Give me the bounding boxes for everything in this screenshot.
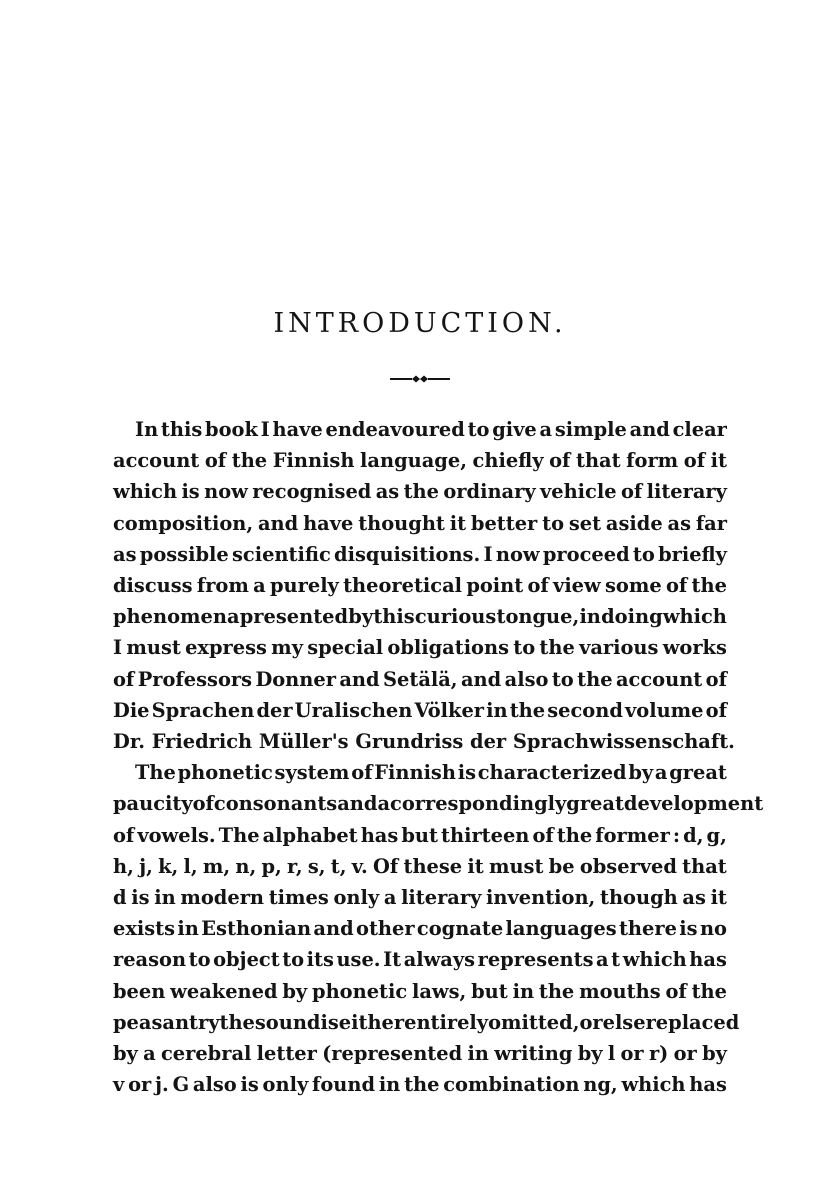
ornament-divider-icon (388, 371, 452, 387)
text-line: Dr. Friedrich Müller's Grundriss der Sprachwissenschaft. (113, 730, 735, 754)
ornament-divider (0, 371, 840, 387)
text-line: reason to object to its use. It always represents a t which has (113, 948, 727, 972)
text-line: h, j, k, l, m, n, p, r, s, t, v. Of these it must be observed that (113, 854, 727, 878)
text-line: of vowels. The alphabet has but thirteen of the former : d, g, (113, 823, 727, 847)
paragraph-2 (113, 757, 764, 1100)
text-line: In this book I have endeavoured to give a simple and clear (135, 418, 727, 441)
text-line: of Professors Donner and Setälä, and also to the account of (113, 667, 727, 691)
text-line: Die Sprachen der Uralischen Völker in the second volume of (113, 698, 727, 722)
text-line: I must express my special obligations to the various works (113, 636, 727, 660)
text-line: v or j. G also is only found in the combination ng, which has (113, 1073, 727, 1097)
page-title: INTRODUCTION. (273, 308, 567, 339)
text-line: discuss from a purely theoretical point of view some of the (113, 574, 727, 598)
text-line: been weakened by phonetic laws, but in the mouths of the (113, 979, 727, 1003)
paragraph-1 (113, 414, 735, 757)
text-line: by a cerebral letter (represented in writing by l or r) or by (113, 1042, 727, 1066)
text-line: The phonetic system of Finnish is characterized by a great (135, 761, 727, 785)
text-line: d is in modern times only a literary invention, though as it (113, 886, 727, 910)
body-text (113, 414, 764, 1100)
text-line: which is now recognised as the ordinary vehicle of literary (113, 480, 727, 504)
text-line: phenomena presented by this curious tongue, in doing which (113, 605, 727, 629)
text-line: account of the Finnish language, chiefly of that form of it (113, 449, 727, 473)
text-line: as possible scientific disquisitions. I now proceed to briefly (113, 542, 727, 566)
text-line: peasantry the sound is either entirely omitted, or else replaced (113, 1010, 740, 1034)
text-line: paucity of consonants and a correspondingly great development (113, 792, 764, 816)
text-line: composition, and have thought it better to set aside as far (113, 511, 727, 535)
text-line: exists in Esthonian and other cognate languages there is no (113, 917, 727, 941)
